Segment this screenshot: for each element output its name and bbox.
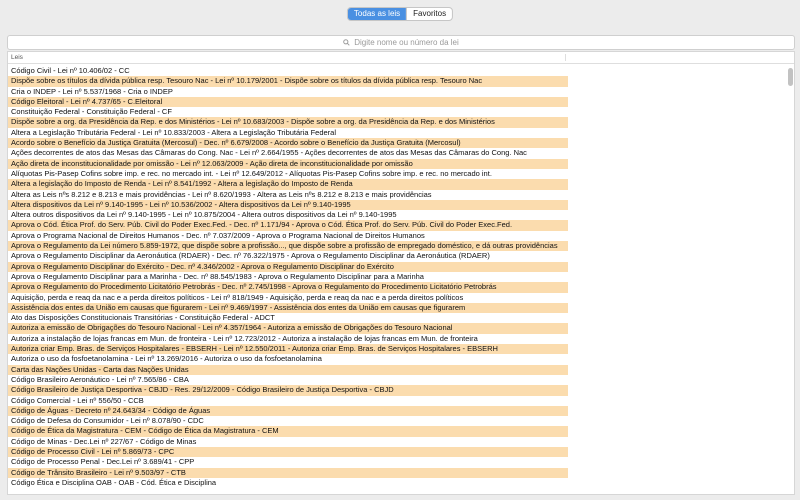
table-row[interactable]: Código Brasileiro de Justiça Desportiva - CBJD - Res. 29/12/2009 - Código Brasileiro de Justiça Desportiva - CBJD bbox=[8, 385, 568, 395]
table-row[interactable]: Acordo sobre o Benefício da Justiça Gratuita (Mercosul) - Dec. nº 6.679/2008 - Acordo sobre o Benefício da Justiça Gratuita (Mercosul) bbox=[8, 138, 568, 148]
table-row[interactable]: Código de Processo Civil - Lei nº 5.869/73 - CPC bbox=[8, 447, 568, 457]
laws-list bbox=[8, 66, 794, 494]
table-row[interactable]: Código de Trânsito Brasileiro - Lei nº 9.503/97 - CTB bbox=[8, 468, 568, 478]
table-row[interactable]: Código de Defesa do Consumidor - Lei nº 8.078/90 - CDC bbox=[11, 416, 204, 426]
vertical-scrollbar[interactable] bbox=[787, 66, 793, 495]
tab-favorites[interactable]: Favoritos bbox=[406, 8, 452, 20]
table-row[interactable]: Autoriza a emissão de Obrigações do Tesouro Nacional - Lei nº 4.357/1964 - Autoriza a emissão de Obrigações do Tesouro Nacional bbox=[8, 323, 568, 333]
table-row[interactable]: Aprova o Regulamento Disciplinar para a Marinha - Dec. nº 88.545/1983 - Aprova o Regulamento Disciplinar para a Marinha bbox=[11, 271, 424, 281]
table-row[interactable]: Aquisição, perda e reaq da nac e a perda direitos políticos - Lei nº 818/1949 - Aquisição, perda e reaq da nac e a perda direitos políticos bbox=[11, 292, 464, 302]
search-input[interactable] bbox=[7, 35, 795, 50]
table-row[interactable]: Cria o INDEP - Lei nº 5.537/1968 - Cria o INDEP bbox=[11, 86, 173, 96]
table-row[interactable]: Aprova o Regulamento Disciplinar do Exército - Dec. nº 4.346/2002 - Aprova o Regulamento Disciplinar do Exército bbox=[8, 262, 568, 272]
table-row[interactable]: Código Ética e Disciplina OAB - OAB - Cód. Ética e Disciplina bbox=[11, 477, 217, 487]
scrollbar-thumb[interactable] bbox=[788, 68, 793, 86]
table-row[interactable]: Autoriza criar Emp. Bras. de Serviços Hospitalares - EBSERH - Lei nº 12.550/2011 - Autoriza criar Emp. Bras. de Serviços Hospitalares - EBSERH bbox=[8, 344, 568, 354]
search-placeholder: Digite nome ou número da lei bbox=[354, 38, 459, 47]
table-row[interactable]: Aprova o Cód. Ética Prof. do Serv. Púb. Civil do Poder Exec.Fed. - Dec. nº 1.171/94 - Aprova o Cód. Ética Prof. do Serv. Púb. Civil do Poder Exec.Fed. bbox=[8, 220, 568, 230]
table-row[interactable]: Ação direta de inconstitucionalidade por omissão - Lei nº 12.063/2009 - Ação direta de inconstitucionalidade por omissão bbox=[8, 159, 568, 169]
table-row[interactable]: Aprova o Regulamento Disciplinar da Aeronáutica (RDAER) - Dec. nº 76.322/1975 - Aprova o Regulamento Disciplinar da Aeronáutica (RDAER) bbox=[11, 251, 490, 261]
search-icon bbox=[343, 39, 350, 46]
table-row[interactable]: Altera a legislação do Imposto de Renda - Lei nº 8.541/1992 - Altera a legislação do Imposto de Renda bbox=[8, 179, 568, 189]
view-segmented-control bbox=[347, 7, 453, 21]
table-row[interactable]: Constituição Federal - Constituição Federal - CF bbox=[11, 107, 172, 117]
laws-table bbox=[7, 51, 795, 495]
column-divider bbox=[565, 54, 566, 61]
table-row[interactable]: Aprova o Regulamento do Procedimento Licitatório Petrobrás - Dec. nº 2.745/1998 - Aprova o Regulamento do Procedimento Licitatório Petrobrás bbox=[8, 282, 568, 292]
table-row[interactable]: Código Eleitoral - Lei nº 4.737/65 - C.Eleitoral bbox=[8, 97, 568, 107]
table-row[interactable]: Código Brasileiro Aeronáutico - Lei nº 7.565/86 - CBA bbox=[11, 374, 189, 384]
table-row[interactable]: Ato das Disposições Constitucionais Transitórias - Constituição Federal - ADCT bbox=[11, 313, 275, 323]
table-header[interactable] bbox=[8, 52, 794, 64]
table-row[interactable]: Assistência dos entes da União em causas que figurarem - Lei nº 9.469/1997 - Assistência dos entes da União em causas que figurarem bbox=[8, 303, 568, 313]
table-row[interactable]: Código Civil - Lei nº 10.406/02 - CC bbox=[11, 66, 130, 75]
table-row[interactable]: Ações decorrentes de atos das Mesas das Câmaras do Cong. Nac - Lei nº 2.664/1955 - Ações decorrentes de atos das Mesas das Câmaras do Cong. Nac bbox=[11, 148, 527, 158]
table-row[interactable]: Código Comercial - Lei nº 556/50 - CCB bbox=[11, 395, 144, 405]
table-row[interactable]: Autoriza o uso da fosfoetanolamina - Lei nº 13.269/2016 - Autoriza o uso da fosfoetanolamina bbox=[11, 354, 322, 364]
table-row[interactable]: Altera a Legislação Tributária Federal - Lei nº 10.833/2003 - Altera a Legislação Tributária Federal bbox=[11, 127, 337, 137]
table-row[interactable]: Código de Processo Penal - Dec.Lei nº 3.689/41 - CPP bbox=[11, 457, 195, 467]
table-row[interactable]: Altera dispositivos da Lei nº 9.140-1995 - Lei nº 10.536/2002 - Altera dispositivos da Lei nº 9.140-1995 bbox=[8, 200, 568, 210]
table-row[interactable]: Código de Ética da Magistratura - CEM - Código de Ética da Magistratura - CEM bbox=[8, 426, 568, 436]
table-row[interactable]: Dispõe sobre os títulos da dívida pública resp. Tesouro Nac - Lei nº 10.179/2001 - Dispõe sobre os títulos da dívida pública resp. Tesouro Nac bbox=[8, 76, 568, 86]
column-header-laws[interactable]: Leis bbox=[11, 54, 23, 61]
table-row[interactable]: Aprova o Regulamento da Lei número 5.859-1972, que dispõe sobre a profissão..., que dispõe sobre a profissão de empregado doméstico, e dá outras providências bbox=[8, 241, 568, 251]
table-row[interactable]: Dispõe sobre a org. da Presidência da Rep. e dos Ministérios - Lei nº 10.683/2003 - Dispõe sobre a org. da Presidência da Rep. e dos Ministérios bbox=[8, 117, 568, 127]
tab-all-laws[interactable]: Todas as leis bbox=[348, 8, 406, 20]
table-row[interactable]: Alíquotas Pis-Pasep Cofins sobre imp. e rec. no mercado int. - Lei nº 12.649/2012 - Alíquotas Pis-Pasep Cofins sobre imp. e rec. no mercado int. bbox=[11, 168, 492, 178]
table-row[interactable]: Aprova o Programa Nacional de Direitos Humanos - Dec. nº 7.037/2009 - Aprova o Programa Nacional de Direitos Humanos bbox=[11, 230, 425, 240]
table-row[interactable]: Autoriza a instalação de lojas francas em Mun. de fronteira - Lei nº 12.723/2012 - Autoriza a instalação de lojas francas em Mun. de fronteira bbox=[11, 333, 478, 343]
table-row[interactable]: Carta das Nações Unidas - Carta das Nações Unidas bbox=[8, 365, 568, 375]
table-row[interactable]: Altera outros dispositivos da Lei nº 9.140-1995 - Lei nº 10.875/2004 - Altera outros dispositivos da Lei nº 9.140-1995 bbox=[11, 210, 397, 220]
table-row[interactable]: Altera as Leis nºs 8.212 e 8.213 e mais providências - Lei nº 8.620/1993 - Altera as Leis nºs 8.212 e 8.213 e mais providências bbox=[11, 189, 432, 199]
table-row[interactable]: Código de Minas - Dec.Lei nº 227/67 - Código de Minas bbox=[11, 436, 197, 446]
table-row[interactable]: Código de Águas - Decreto nº 24.643/34 - Código de Águas bbox=[8, 406, 568, 416]
